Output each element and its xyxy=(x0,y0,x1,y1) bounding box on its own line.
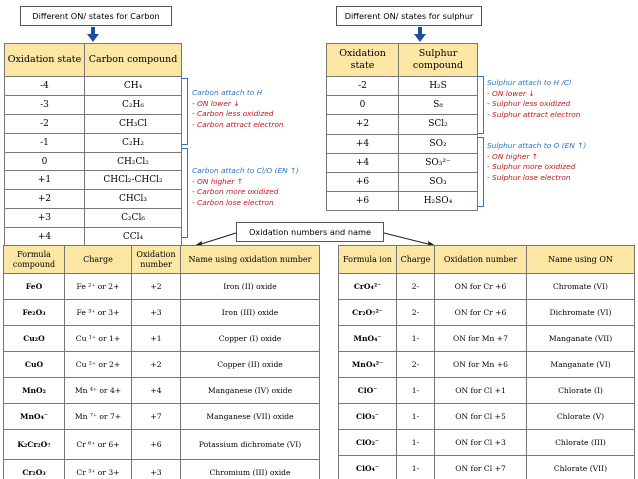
carbon-col-state: Oxidation state xyxy=(5,44,85,77)
ion-row xyxy=(339,378,635,404)
compound-row-cell: Cr ⁶⁺ or 6+ xyxy=(65,430,132,460)
ion-row xyxy=(339,300,635,326)
ion-row xyxy=(339,430,635,456)
sulphur-row-cell: +6 xyxy=(327,192,399,211)
compound-row xyxy=(4,430,320,460)
ion-row-cell: ON for Cl +3 xyxy=(435,430,527,456)
oxidation-numbers-label: Oxidation numbers and name xyxy=(236,222,384,242)
carbon-row-cell: -1 xyxy=(5,133,85,152)
compound-row xyxy=(4,274,320,300)
ion-row-cell: Chlorate (I) xyxy=(527,378,635,404)
ion-row xyxy=(339,404,635,430)
sulphur-row-cell: +6 xyxy=(327,172,399,191)
carbon-row xyxy=(5,228,182,247)
ion-row-cell: ON for Cr +6 xyxy=(435,274,527,300)
carbon-row-cell: CH₃Cl xyxy=(85,114,182,133)
ion-row-cell: Chlorate (III) xyxy=(527,430,635,456)
compound-row xyxy=(4,460,320,479)
sulphur-row xyxy=(327,153,478,172)
ion-row-cell: 1- xyxy=(397,404,435,430)
compound-row-cell: Fe ³⁺ or 3+ xyxy=(65,300,132,326)
ion-table xyxy=(338,245,635,479)
sulphur-row xyxy=(327,192,478,211)
carbon-row xyxy=(5,77,182,96)
carbon-clo-bracket xyxy=(182,148,188,238)
ion-row-cell: ClO₃⁻ xyxy=(339,404,397,430)
compound-row-cell: CuO xyxy=(4,352,65,378)
carbon-row xyxy=(5,95,182,114)
ion-row xyxy=(339,326,635,352)
compound-row-cell: Fe ²⁺ or 2+ xyxy=(65,274,132,300)
compound-row-cell: +3 xyxy=(132,300,181,326)
carbon-h-note: Carbon attach to H - ON lower ↓ - Carbon less oxidized - Carbon attract electron xyxy=(192,88,284,129)
carbon-row xyxy=(5,133,182,152)
ion-row-cell: ON for Cl +1 xyxy=(435,378,527,404)
sulphur-h-bracket xyxy=(478,76,484,134)
carbon-row xyxy=(5,209,182,228)
ion-row xyxy=(339,456,635,479)
carbon-row-cell: +3 xyxy=(5,209,85,228)
compound-row-cell: Mn ⁴⁺ or 4+ xyxy=(65,378,132,404)
compound-row xyxy=(4,300,320,326)
ion-row-cell: Manganate (VI) xyxy=(527,352,635,378)
compound-row-cell: +6 xyxy=(132,430,181,460)
compound-row-cell: MnO₄⁻ xyxy=(4,404,65,430)
compound-row-cell: Manganese (IV) oxide xyxy=(181,378,320,404)
carbon-row-cell: CCl₄ xyxy=(85,228,182,247)
carbon-row-cell: CHCl₂-CHCl₂ xyxy=(85,171,182,190)
carbon-row xyxy=(5,114,182,133)
ion-row-cell: MnO₄⁻ xyxy=(339,326,397,352)
compound-row-cell: Manganese (VII) oxide xyxy=(181,404,320,430)
compound-col-charge: Charge xyxy=(65,246,132,274)
carbon-row-cell: +4 xyxy=(5,228,85,247)
compound-row-cell: Copper (I) oxide xyxy=(181,326,320,352)
ion-row-cell: Manganate (VII) xyxy=(527,326,635,352)
compound-row-cell: +7 xyxy=(132,404,181,430)
ion-row-cell: ON for Cl +7 xyxy=(435,456,527,479)
compound-row-cell: Potassium dichromate (VI) xyxy=(181,430,320,460)
compound-row-cell: +2 xyxy=(132,274,181,300)
carbon-row xyxy=(5,190,182,209)
carbon-row-cell: -4 xyxy=(5,77,85,96)
ion-row-cell: 2- xyxy=(397,352,435,378)
compound-col-formula: Formula compound xyxy=(4,246,65,274)
sulphur-row-cell: H₂S xyxy=(399,77,478,96)
ion-row-cell: ClO⁻ xyxy=(339,378,397,404)
ion-row-cell: 2- xyxy=(397,274,435,300)
sulphur-col-compound: Sulphur compound xyxy=(399,44,478,77)
sulphur-row-cell: SCl₂ xyxy=(399,115,478,134)
carbon-clo-note: Carbon attach to Cl/O (EN ↑) - ON higher ↑ - Carbon more oxidized - Carbon lose electron xyxy=(192,166,300,207)
sulphur-row-cell: H₂SO₄ xyxy=(399,192,478,211)
ion-row-cell: Cr₂O₇²⁻ xyxy=(339,300,397,326)
carbon-h-bracket xyxy=(182,78,188,145)
carbon-row xyxy=(5,171,182,190)
ion-row-cell: 1- xyxy=(397,378,435,404)
compound-row-cell: +1 xyxy=(132,326,181,352)
sulphur-row-cell: 0 xyxy=(327,96,399,115)
carbon-table xyxy=(4,43,182,247)
carbon-row-cell: -3 xyxy=(5,95,85,114)
ion-row-cell: ON for Mn +7 xyxy=(435,326,527,352)
sulphur-row-cell: SO₃²⁻ xyxy=(399,153,478,172)
carbon-header: Different ON/ states for Carbon xyxy=(20,6,172,26)
carbon-row-cell: +2 xyxy=(5,190,85,209)
compound-row xyxy=(4,326,320,352)
ion-row xyxy=(339,274,635,300)
sulphur-row-cell: +4 xyxy=(327,134,399,153)
sulphur-row-cell: SO₃ xyxy=(399,172,478,191)
ion-col-formula: Formula ion xyxy=(339,246,397,274)
sulphur-row xyxy=(327,134,478,153)
compound-row-cell: +4 xyxy=(132,378,181,404)
sulphur-o-bracket xyxy=(478,137,484,207)
carbon-row-cell: CHCl₃ xyxy=(85,190,182,209)
compound-row-cell: Cu ²⁺ or 2+ xyxy=(65,352,132,378)
carbon-row-cell: -2 xyxy=(5,114,85,133)
compound-row-cell: Cu ¹⁺ or 1+ xyxy=(65,326,132,352)
carbon-col-compound: Carbon compound xyxy=(85,44,182,77)
compound-row-cell: FeO xyxy=(4,274,65,300)
carbon-row-cell: 0 xyxy=(5,152,85,171)
compound-row-cell: K₂Cr₂O₇ xyxy=(4,430,65,460)
ion-row-cell: 2- xyxy=(397,300,435,326)
ion-row-cell: MnO₄²⁻ xyxy=(339,352,397,378)
compound-row-cell: Cr₂O₃ xyxy=(4,460,65,479)
compound-row-cell: Chromium (III) oxide xyxy=(181,460,320,479)
compound-row-cell: Fe₂O₃ xyxy=(4,300,65,326)
sulphur-row xyxy=(327,172,478,191)
ion-row-cell: 1- xyxy=(397,430,435,456)
compound-row-cell: +2 xyxy=(132,352,181,378)
sulphur-col-state: Oxidation state xyxy=(327,44,399,77)
ion-row-cell: ON for Mn +6 xyxy=(435,352,527,378)
compound-row-cell: Cu₂O xyxy=(4,326,65,352)
compound-row-cell: Cr ³⁺ or 3+ xyxy=(65,460,132,479)
ion-row-cell: CrO₄²⁻ xyxy=(339,274,397,300)
sulphur-row xyxy=(327,115,478,134)
ion-row-cell: ClO₄⁻ xyxy=(339,456,397,479)
ion-row-cell: Chromate (VI) xyxy=(527,274,635,300)
carbon-row-cell: C₂H₂ xyxy=(85,133,182,152)
sulphur-row-cell: SO₂ xyxy=(399,134,478,153)
compound-row xyxy=(4,404,320,430)
ion-row-cell: 1- xyxy=(397,456,435,479)
compound-row xyxy=(4,352,320,378)
ion-row-cell: Chlorate (VII) xyxy=(527,456,635,479)
ion-col-on: Oxidation number xyxy=(435,246,527,274)
sulphur-table xyxy=(326,43,478,211)
compound-table xyxy=(3,245,320,479)
ion-row-cell: 1- xyxy=(397,326,435,352)
sulphur-o-note: Sulphur attach to O (EN ↑) - ON higher ↑ - Sulphur more oxidized - Sulphur lose electron xyxy=(487,141,587,182)
ion-col-name: Name using ON xyxy=(527,246,635,274)
ion-row-cell: ON for Cr +6 xyxy=(435,300,527,326)
compound-row xyxy=(4,378,320,404)
ion-col-charge: Charge xyxy=(397,246,435,274)
sulphur-row xyxy=(327,77,478,96)
carbon-row-cell: C₂H₆ xyxy=(85,95,182,114)
sulphur-header: Different ON/ states for sulphur xyxy=(336,6,482,26)
sulphur-row-cell: S₈ xyxy=(399,96,478,115)
carbon-row-cell: +1 xyxy=(5,171,85,190)
carbon-row xyxy=(5,152,182,171)
ion-row-cell: Chlorate (V) xyxy=(527,404,635,430)
compound-row-cell: MnO₂ xyxy=(4,378,65,404)
ion-row xyxy=(339,352,635,378)
compound-row-cell: Iron (II) oxide xyxy=(181,274,320,300)
compound-col-name: Name using oxidation number xyxy=(181,246,320,274)
carbon-row-cell: CH₄ xyxy=(85,77,182,96)
sulphur-row xyxy=(327,96,478,115)
sulphur-row-cell: -2 xyxy=(327,77,399,96)
compound-row-cell: Copper (II) oxide xyxy=(181,352,320,378)
sulphur-row-cell: +2 xyxy=(327,115,399,134)
ion-row-cell: ClO₂⁻ xyxy=(339,430,397,456)
ion-row-cell: Dichromate (VI) xyxy=(527,300,635,326)
carbon-row-cell: C₂Cl₆ xyxy=(85,209,182,228)
compound-row-cell: +3 xyxy=(132,460,181,479)
sulphur-row-cell: +4 xyxy=(327,153,399,172)
sulphur-hcl-note: Sulphur attach to H /Cl - ON lower ↓ - Sulphur less oxidized - Sulphur attract electron xyxy=(487,78,581,119)
compound-col-on: Oxidation number xyxy=(132,246,181,274)
compound-row-cell: Iron (III) oxide xyxy=(181,300,320,326)
ion-row-cell: ON for Cl +5 xyxy=(435,404,527,430)
compound-row-cell: Mn ⁷⁺ or 7+ xyxy=(65,404,132,430)
carbon-row-cell: CH₂Cl₂ xyxy=(85,152,182,171)
